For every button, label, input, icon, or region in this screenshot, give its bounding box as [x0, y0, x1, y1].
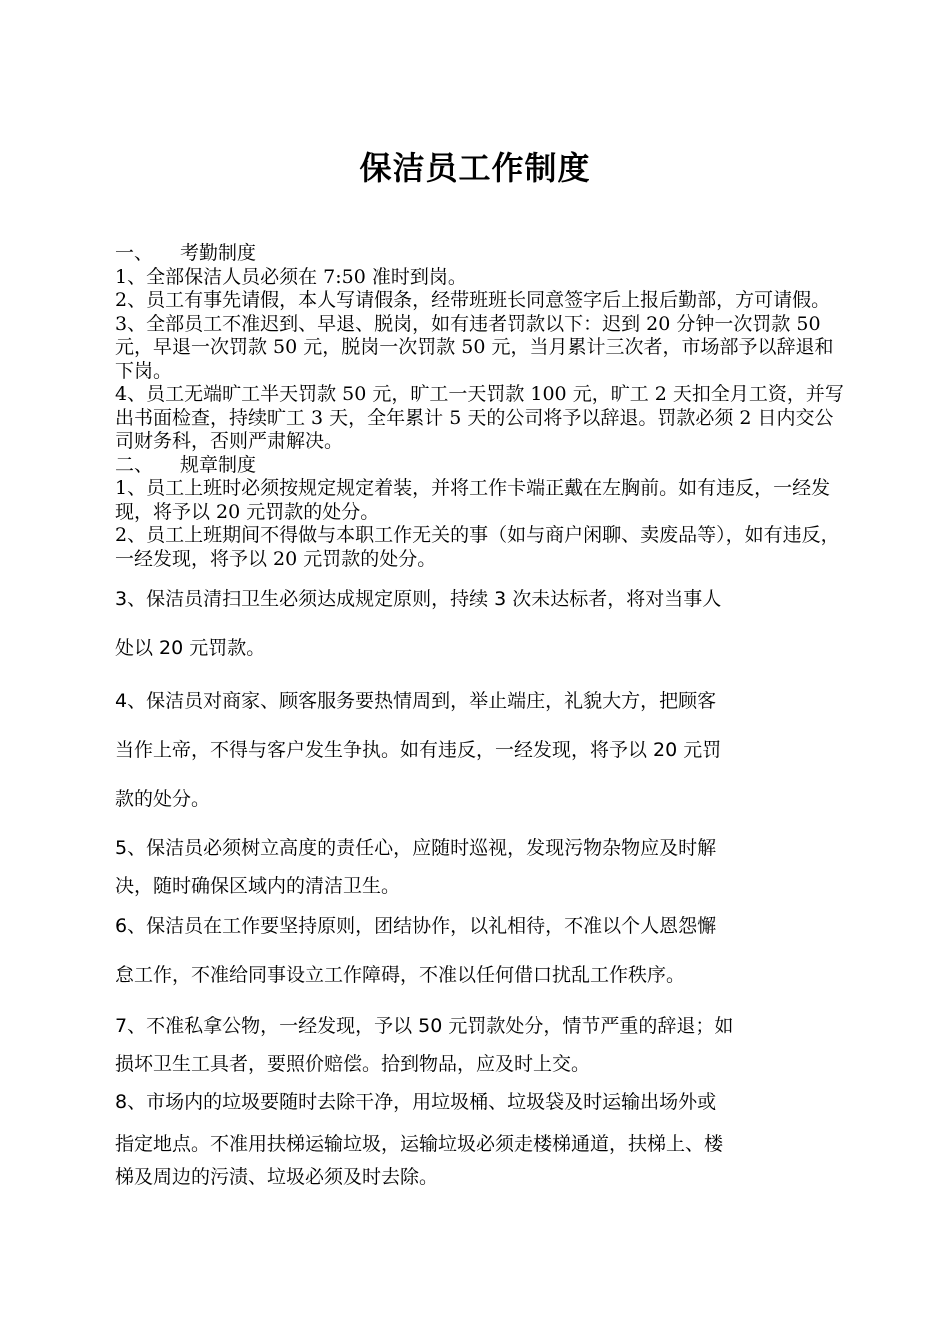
text-line: 指定地点。不准用扶梯运输垃圾，运输垃圾必须走楼梯通道，扶梯上、楼	[115, 1133, 724, 1155]
text-line: 7、不准私拿公物，一经发现，予以 50 元罚款处分，情节严重的辞退；如	[115, 1015, 734, 1037]
text-line: 当作上帝，不得与客户发生争执。如有违反，一经发现，将予以 20 元罚	[115, 739, 722, 761]
text-line: 决，随时确保区域内的清洁卫生。	[115, 875, 401, 897]
rule-item: 2、员工上班期间不得做与本职工作无关的事（如与商户闲聊、卖废品等），如有违反，一经发现，将予以 20 元罚款的处分。	[115, 524, 840, 570]
rule-item: 2、员工有事先请假，本人写请假条，经带班班长同意签字后上报后勤部，方可请假。	[115, 289, 831, 311]
document-body	[115, 242, 850, 1190]
rule-item-7	[115, 1004, 850, 1080]
rule-item: 4、员工无端旷工半天罚款 50 元，旷工一天罚款 100 元，旷工 2 天扣全月工资，并写出书面检查，持续旷工 3 天，全年累计 5 天的公司将予以辞退。罚款必须 2 日内交公司财务科，否则严肃解决。	[115, 383, 844, 452]
document-title: 保洁员工作制度	[359, 149, 591, 187]
section-title: 规章制度	[180, 453, 257, 476]
rule-item: 1、全部保洁人员必须在 7:50 准时到岗。	[115, 265, 467, 288]
section-number: 二、	[115, 453, 154, 476]
text-line: 款的处分。	[115, 788, 211, 810]
rule-item-4	[115, 677, 850, 824]
text-line: 5、保洁员必须树立高度的责任心，应随时巡视，发现污物杂物应及时解	[115, 837, 717, 859]
rule-item-6	[115, 902, 850, 1000]
text-line: 6、保洁员在工作要坚持原则，团结协作，以礼相待，不准以个人恩怨懈	[115, 915, 717, 937]
text-line: 3、保洁员清扫卫生必须达成规定原则，持续 3 次未达标者，将对当事人	[115, 588, 722, 610]
section-heading-regulations	[115, 454, 850, 478]
section-title: 考勤制度	[180, 242, 257, 264]
rule-item-8	[115, 1080, 850, 1190]
rule-item: 1、员工上班时必须按规定规定着装，并将工作卡端正戴在左胸前。如有违反，一经发现，将予以 20 元罚款的处分。	[115, 477, 831, 523]
rule-item-5	[115, 826, 850, 902]
text-line: 4、保洁员对商家、顾客服务要热情周到，举止端庄，礼貌大方，把顾客	[115, 690, 717, 712]
text-line: 怠工作，不准给同事设立工作障碍，不准以任何借口扰乱工作秩序。	[115, 964, 686, 986]
rule-item-3	[115, 575, 850, 673]
section-number: 一、	[115, 242, 154, 264]
text-line: 梯及周边的污渍、垃圾必须及时去除。	[115, 1166, 439, 1188]
text-line: 8、市场内的垃圾要随时去除干净，用垃圾桶、垃圾袋及时运输出场外或	[115, 1091, 717, 1113]
text-line: 处以 20 元罚款。	[115, 637, 266, 659]
section-heading-attendance	[115, 242, 850, 266]
rule-item: 3、全部员工不准迟到、早退、脱岗，如有违者罚款以下：迟到 20 分钟一次罚款 50 元，早退一次罚款 50 元，脱岗一次罚款 50 元，当月累计三次者，市场部予以辞退和下岗。	[115, 312, 834, 382]
text-line: 损坏卫生工具者，要照价赔偿。拾到物品，应及时上交。	[115, 1053, 591, 1075]
